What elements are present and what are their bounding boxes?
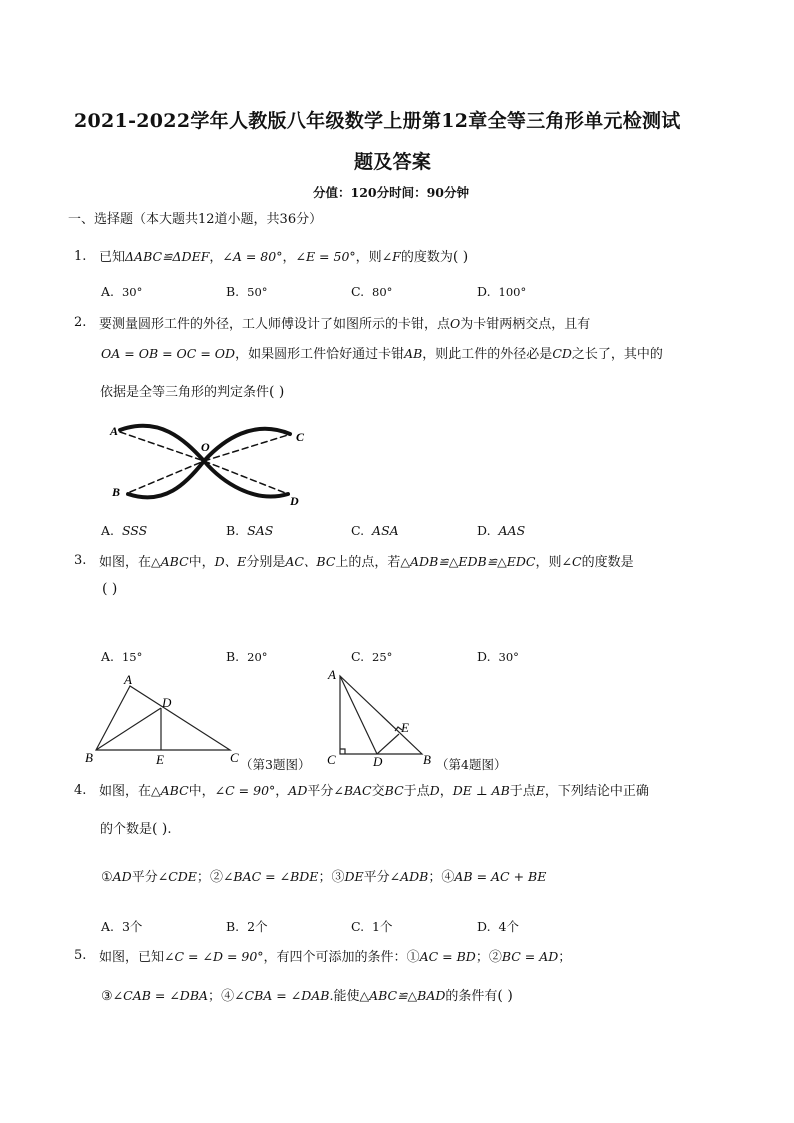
q2-text: ，如果圆形工件恰好通过卡钳: [235, 347, 405, 362]
calipers-figure: [104, 414, 314, 514]
label-b: B: [112, 485, 121, 499]
q1-prefix: 已知: [99, 250, 126, 265]
question-4-line1: [99, 780, 649, 799]
q2-equation: OA = OB = OC = OD: [101, 346, 236, 361]
q5-sep: ；: [208, 989, 222, 1004]
question-4-statements: [101, 866, 546, 885]
option-label: A.: [101, 523, 115, 538]
option-value: 50°: [247, 285, 268, 299]
q2-text: 要测量圆形工件的外径，工人师傅设计了如图所示的卡钳，点: [99, 317, 451, 332]
label-o: O: [201, 440, 210, 454]
q4-cond: ∠C = 90°: [214, 783, 276, 798]
q4-text: 交: [371, 784, 385, 799]
label-b: B: [423, 752, 431, 766]
question-2-line3: [100, 381, 284, 400]
q3-congruence: △ADB≌△EDB≌△EDC: [400, 554, 536, 569]
option-a: [101, 649, 142, 664]
q3-text: 上的点，若: [335, 555, 401, 570]
q1-cond1: ∠A = 80°: [222, 249, 283, 264]
q1-sep: ，: [209, 250, 223, 265]
label-c: C: [296, 430, 305, 444]
q5-c3: ∠CAB = ∠DBA: [112, 988, 209, 1003]
statement-mark: ④: [441, 870, 455, 885]
condition-mark: ④: [221, 989, 235, 1004]
q3-triangle: △ABC: [151, 554, 189, 569]
section-heading: 一、选择题（本大题共12道小题，共36分）: [68, 212, 323, 227]
option-label: D.: [477, 523, 491, 538]
condition-mark: ②: [488, 950, 502, 965]
q3-text: 如图，在: [99, 555, 152, 570]
label-b: B: [85, 750, 93, 765]
label-e: E: [156, 752, 164, 766]
option-c: [351, 284, 392, 299]
q2-seg-ab: AB: [404, 346, 423, 361]
q5-sep: ；: [475, 950, 489, 965]
q2-text: 之长了，其中的: [571, 347, 663, 362]
option-c: [351, 523, 399, 538]
question-3-text: [99, 551, 634, 570]
q5-c1: AC = BD: [419, 949, 476, 964]
option-value: ASA: [372, 523, 399, 538]
q4-s1: ∠CDE: [157, 869, 197, 884]
q4-s3: 平分: [363, 870, 390, 885]
segment-de: [377, 734, 399, 754]
option-value: SAS: [247, 523, 274, 538]
q2-text: ，则此工件的外径必是: [422, 347, 553, 362]
q3-text: 中，: [188, 555, 215, 570]
q4-text: 于点: [509, 784, 536, 799]
option-value: 100°: [498, 285, 527, 299]
answer-paren: ( ): [497, 988, 513, 1004]
question-number: 1.: [74, 249, 87, 264]
option-value: 30°: [498, 650, 519, 664]
option-label: B.: [226, 649, 240, 664]
q1-suffix: 的度数为: [400, 250, 453, 265]
option-label: A.: [101, 919, 115, 934]
option-value: 1个: [372, 919, 393, 934]
q4-s1: 平分: [131, 870, 158, 885]
label-d: D: [290, 494, 299, 508]
option-b: [226, 649, 268, 664]
figure-3: [82, 668, 252, 766]
q1-congruence: ΔABC≌ΔDEF: [125, 249, 210, 264]
q4-s3: DE: [344, 869, 364, 884]
q3-text: 分别是: [246, 555, 286, 570]
dashed-od: [204, 461, 288, 494]
option-label: C.: [351, 284, 365, 299]
q2-point-o: O: [450, 316, 461, 331]
label-d: D: [373, 754, 383, 766]
option-label: B.: [226, 284, 240, 299]
q4-text: 平分: [307, 784, 334, 799]
question-2-line1: [99, 313, 590, 332]
option-value: 30°: [121, 285, 143, 299]
q4-text: 的个数是: [100, 822, 153, 837]
q4-text: ，: [439, 784, 453, 799]
q4-sep: ；: [318, 870, 332, 885]
question-number: 4.: [74, 783, 87, 798]
q4-perp: DE ⊥ AB: [452, 783, 510, 798]
question-1-text: [99, 246, 468, 265]
q4-text: 中，: [188, 784, 215, 799]
question-number: 5.: [74, 948, 87, 963]
q4-sep: ；: [428, 870, 442, 885]
label-e: E: [401, 720, 409, 735]
option-a: [101, 523, 147, 538]
statement-mark: ③: [331, 870, 345, 885]
q3-text: ，则: [535, 555, 562, 570]
option-label: C.: [351, 523, 365, 538]
question-number: 2.: [74, 315, 87, 330]
answer-paren: ( ): [269, 384, 285, 400]
q5-text: ，有四个可添加的条件：: [263, 950, 407, 965]
q4-e: E: [535, 783, 545, 798]
option-b: [226, 284, 268, 299]
score-info: 分值：120分时间：90分钟: [313, 185, 469, 200]
option-b: [226, 917, 268, 935]
q4-s1: AD: [112, 869, 132, 884]
q5-sep: ；: [558, 950, 572, 965]
label-c: C: [327, 752, 336, 766]
right-angle-c: [340, 749, 345, 754]
label-a: A: [328, 667, 336, 682]
statement-mark: ①: [101, 870, 113, 885]
q1-mid: ，则: [355, 250, 382, 265]
option-value: 4个: [498, 919, 519, 934]
q5-text: 如图，已知: [99, 950, 165, 965]
q2-text: 依据是全等三角形的判定条件: [100, 385, 270, 400]
option-c: [351, 649, 392, 664]
answer-paren: ( ): [152, 821, 168, 837]
q3-points: D、E: [214, 554, 247, 569]
q1-sep: ，: [282, 250, 296, 265]
q2-text: 为卡钳两柄交点，且有: [460, 317, 591, 332]
q4-s2: ∠BAC = ∠BDE: [222, 869, 319, 884]
q1-angle: ∠F: [381, 249, 401, 264]
segment-ad: [340, 676, 377, 754]
q4-bc: BC: [384, 783, 404, 798]
option-value: 3个: [121, 919, 143, 934]
q5-c2: BC = AD: [501, 949, 559, 964]
q4-s3: ∠ADB: [389, 869, 429, 884]
q3-text: 的度数是: [581, 555, 634, 570]
q4-s4: AB = AC + BE: [454, 869, 547, 884]
q4-triangle: △ABC: [151, 783, 189, 798]
question-5-line1: [99, 946, 571, 965]
option-value: AAS: [498, 523, 526, 538]
option-value: 25°: [372, 650, 393, 664]
label-a: A: [124, 672, 132, 687]
option-value: 20°: [247, 650, 268, 664]
page-title-line2: 题及答案: [354, 151, 432, 173]
option-a: [101, 284, 142, 299]
figure-4: [322, 666, 432, 766]
answer-paren: ( ): [102, 581, 118, 597]
option-label: C.: [351, 919, 365, 934]
answer-paren: ( ): [452, 249, 469, 265]
q2-seg-cd: CD: [552, 346, 572, 361]
question-4-line2: [100, 818, 172, 837]
option-value: SSS: [121, 523, 148, 538]
option-value: 80°: [372, 285, 393, 299]
q3-sides: AC、BC: [285, 554, 336, 569]
figure-3-caption: （第3题图）: [240, 757, 311, 772]
option-label: C.: [351, 649, 365, 664]
q5-text: 能使: [333, 989, 360, 1004]
q4-angle: ∠BAC: [333, 783, 372, 798]
label-a: A: [110, 424, 119, 438]
option-label: D.: [477, 919, 491, 934]
statement-mark: ②: [209, 870, 223, 885]
figure-4-caption: （第4题图）: [436, 757, 507, 772]
q5-c4: ∠CBA = ∠DAB.: [234, 988, 334, 1003]
condition-mark: ①: [406, 950, 420, 965]
option-d: [477, 917, 519, 935]
question-number: 3.: [74, 553, 87, 568]
option-label: D.: [477, 284, 491, 299]
question-5-line2: [101, 985, 513, 1004]
q4-d: D: [429, 783, 440, 798]
q4-text: 于点: [403, 784, 430, 799]
q4-ad: AD: [288, 783, 308, 798]
label-d: D: [162, 695, 172, 710]
q4-period: .: [167, 822, 172, 837]
question-2-line2: [101, 343, 663, 362]
label-c: C: [230, 750, 239, 765]
option-label: A.: [101, 284, 115, 299]
option-label: B.: [226, 919, 240, 934]
option-label: D.: [477, 649, 491, 664]
page-title: 2021-2022学年人教版八年级数学上册第12章全等三角形单元检测试: [74, 110, 681, 132]
option-value: 2个: [247, 919, 268, 934]
option-d: [477, 284, 526, 299]
q4-text: ，下列结论中正确: [544, 784, 649, 799]
condition-mark: ③: [101, 989, 113, 1004]
q5-cond: ∠C = ∠D = 90°: [164, 949, 264, 964]
option-b: [226, 523, 273, 538]
option-a: [101, 917, 142, 935]
q1-cond2: ∠E = 50°: [295, 249, 356, 264]
q4-text: 如图，在: [99, 784, 152, 799]
q5-congruence: △ABC≌△BAD: [359, 988, 446, 1003]
q4-text: ，: [275, 784, 289, 799]
option-value: 15°: [121, 650, 143, 664]
option-label: A.: [101, 649, 115, 664]
option-label: B.: [226, 523, 240, 538]
option-c: [351, 917, 393, 935]
option-d: [477, 649, 519, 664]
segment-bd: [96, 708, 161, 750]
q5-text: 的条件有: [445, 989, 498, 1004]
option-d: [477, 523, 525, 538]
q3-angle: ∠C: [561, 554, 582, 569]
triangle-abc: [340, 676, 422, 754]
q4-sep: ；: [196, 870, 210, 885]
